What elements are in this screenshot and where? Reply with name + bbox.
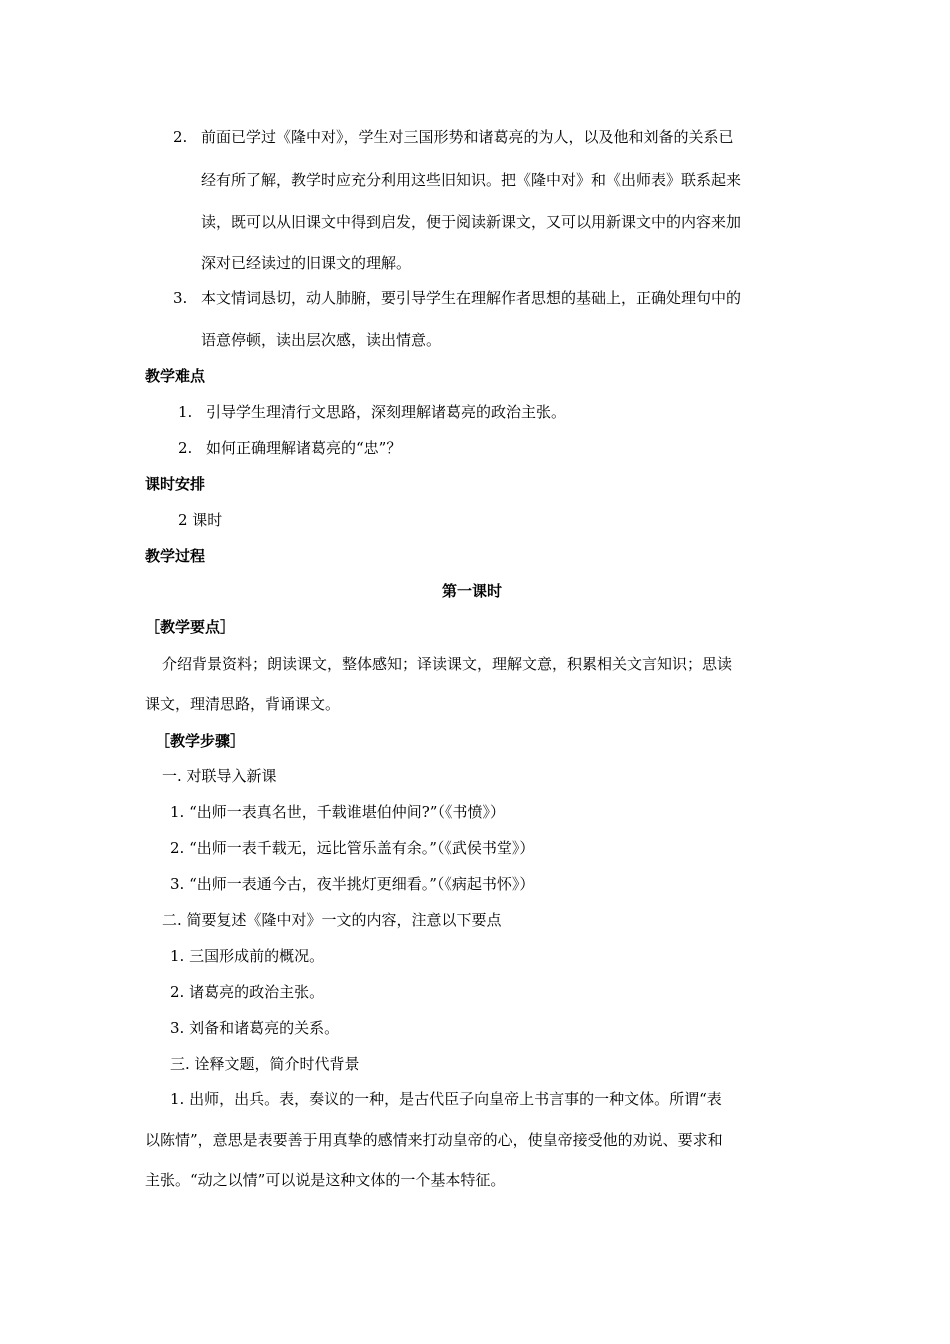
list-number: 2. (173, 128, 188, 146)
list-item: 如何正确理解诸葛亮的“忠”？ (206, 439, 402, 457)
list-item: 2. 诸葛亮的政治主张。 (170, 983, 325, 1001)
paragraph-line: 语意停顿，读出层次感，读出情意。 (201, 331, 442, 349)
paragraph-line: 经有所了解，教学时应充分利用这些旧知识。把《隆中对》和《出师表》联系起来 (201, 171, 742, 189)
paragraph-line: 本文情词恳切，动人肺腑，要引导学生在理解作者思想的基础上，正确处理句中的 (201, 289, 742, 307)
paragraph-line: 读，既可以从旧课文中得到启发，便于阅读新课文，又可以用新课文中的内容来加 (201, 213, 742, 231)
section-heading-difficulty: 教学难点 (145, 367, 206, 385)
list-number: 2. (178, 439, 193, 457)
step-title: 一. 对联导入新课 (162, 767, 277, 785)
paragraph-line: 深对已经读过的旧课文的理解。 (201, 254, 412, 272)
schedule-text: 2 课时 (178, 511, 223, 529)
paragraph-line: 主张。“动之以情”可以说是这种文体的一个基本特征。 (145, 1171, 506, 1189)
paragraph-line: 介绍背景资料；朗读课文，整体感知；译读课文，理解文意，积累相关文言知识；思读 (162, 655, 733, 673)
list-item: 1. “出师一表真名世，千载谁堪伯仲间?”（《书愤》） (170, 803, 505, 821)
step-title: 二. 简要复述《隆中对》一文的内容，注意以下要点 (162, 911, 502, 929)
paragraph-line: 前面已学过《隆中对》，学生对三国形势和诸葛亮的为人，以及他和刘备的关系已 (201, 128, 734, 146)
list-item: 1. 三国形成前的概况。 (170, 947, 325, 965)
section-heading-schedule: 课时安排 (145, 475, 206, 493)
list-number: 1. (178, 403, 193, 421)
list-item: 引导学生理清行文思路，深刻理解诸葛亮的政治主张。 (206, 403, 567, 421)
step-title: 三. 诠释文题，简介时代背景 (170, 1055, 360, 1073)
paragraph-line: 1. 出师，出兵。表，奏议的一种，是古代臣子向皇帝上书言事的一种文体。所谓“表 (170, 1090, 722, 1108)
paragraph-line: 以陈情”，意思是表要善于用真挚的感情来打动皇帝的心，使皇帝接受他的劝说、要求和 (145, 1131, 723, 1149)
list-number: 3. (173, 289, 188, 307)
list-item: 3. 刘备和诸葛亮的关系。 (170, 1019, 340, 1037)
paragraph-line: 课文，理清思路，背诵课文。 (145, 695, 341, 713)
key-points-heading: ［教学要点］ (145, 618, 236, 636)
list-item: 2. “出师一表千载无，远比管乐盖有余。”（《武侯书堂》） (170, 839, 535, 857)
steps-heading: ［教学步骤］ (155, 732, 246, 750)
lesson-title: 第一课时 (442, 582, 503, 600)
list-item: 3. “出师一表通今古，夜半挑灯更细看。”（《病起书怀》） (170, 875, 535, 893)
section-heading-process: 教学过程 (145, 547, 206, 565)
